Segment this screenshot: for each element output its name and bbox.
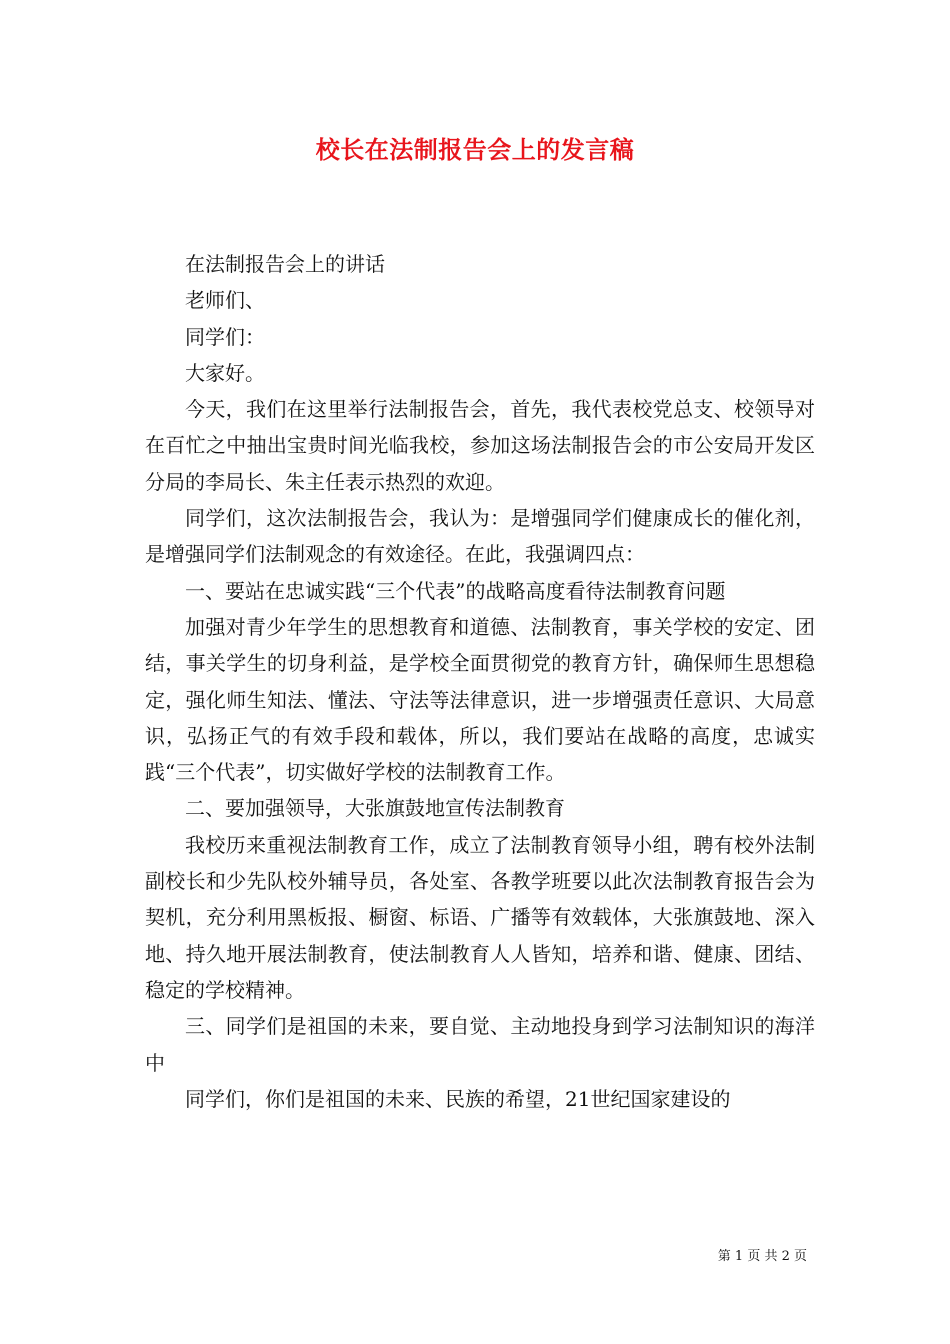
section-heading-1: 一、要站在忠诚实践“三个代表”的战略高度看待法制教育问题 xyxy=(185,578,726,603)
paragraph-section-3: 同学们，你们是祖国的未来、民族的希望，21世纪国家建设的 xyxy=(185,1086,731,1111)
paragraph-greeting-teachers: 老师们、 xyxy=(185,288,265,313)
paragraph-section-2: 我校历来重视法制教育工作，成立了法制教育领导小组，聘有校外法制副校长和少先队校外辅导员，各处室、各教学班要以此次法制教育报告会为契机，充分利用黑板报、橱窗、标语、广播等有效载体，大张旗鼓地、深入地、持久地开展法制教育，使法制教育人人皆知，培养和谐、健康、团结、稳定的学校精神。 xyxy=(145,832,815,1002)
document-title: 校长在法制报告会上的发言稿 xyxy=(315,135,635,164)
paragraph-intro: 同学们，这次法制报告会，我认为：是增强同学们健康成长的催化剂，是增强同学们法制观念的有效途径。在此，我强调四点： xyxy=(145,506,815,567)
section-heading-2: 二、要加强领导，大张旗鼓地宣传法制教育 xyxy=(185,796,565,821)
document-body xyxy=(145,246,815,1117)
paragraph-greeting-students: 同学们： xyxy=(185,324,265,349)
paragraph-section-1: 加强对青少年学生的思想教育和道德、法制教育，事关学校的安定、团结，事关学生的切身利益，是学校全面贯彻党的教育方针，确保师生思想稳定，强化师生知法、懂法、守法等法律意识，进一步增强责任意识、大局意识，弘扬正气的有效手段和载体，所以，我们要站在战略的高度，忠诚实践“三个代表”，切实做好学校的法制教育工作。 xyxy=(145,614,815,785)
paragraph-welcome: 今天，我们在这里举行法制报告会，首先，我代表校党总支、校领导对在百忙之中抽出宝贵时间光临我校，参加这场法制报告会的市公安局开发区分局的李局长、朱主任表示热烈的欢迎。 xyxy=(145,397,815,494)
page-number: 第 1 页 共 2 页 xyxy=(717,1249,807,1264)
paragraph-greeting-all: 大家好。 xyxy=(185,360,265,385)
section-heading-3: 三、同学们是祖国的未来，要自觉、主动地投身到学习法制知识的海洋中 xyxy=(145,1014,815,1075)
paragraph-speech-heading: 在法制报告会上的讲话 xyxy=(185,252,385,276)
